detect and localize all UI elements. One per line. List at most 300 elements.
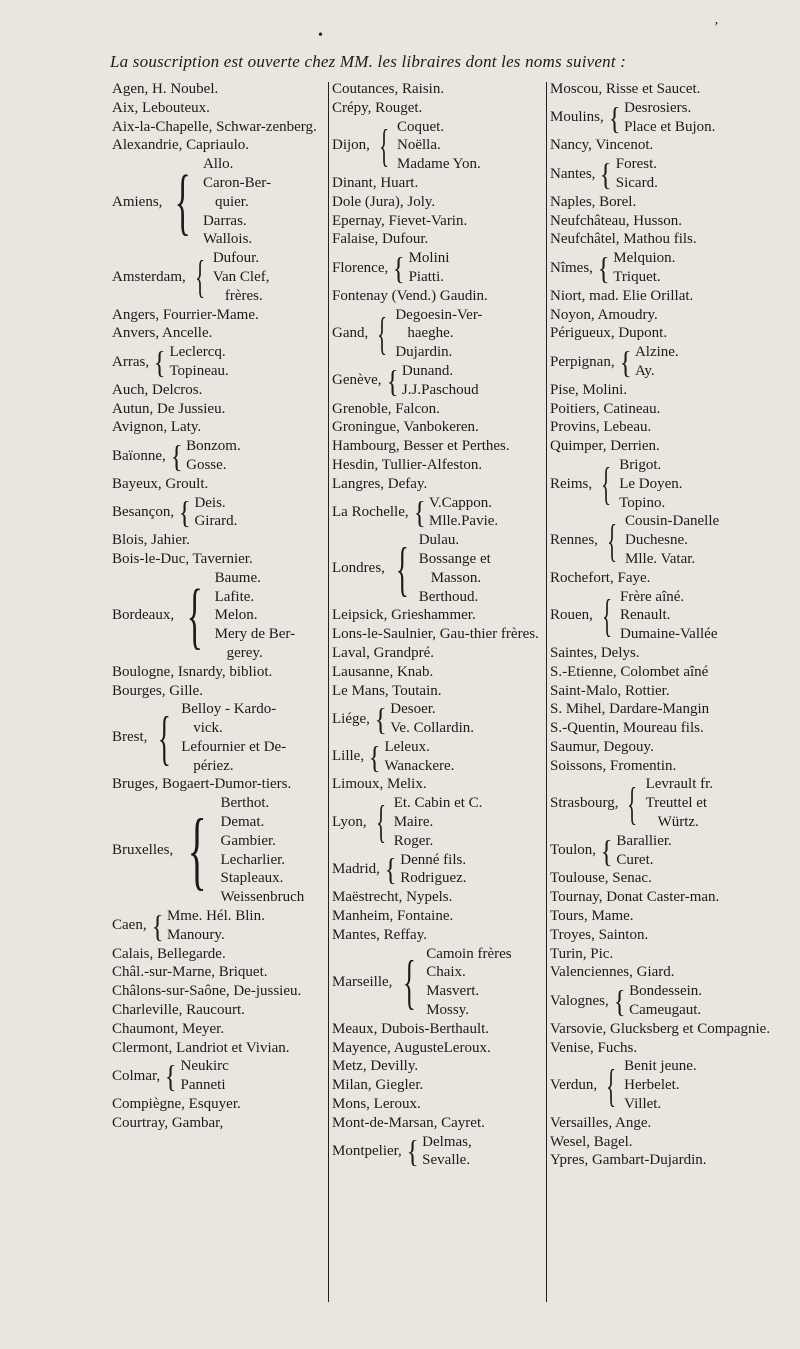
city-bookseller-text: Aix-la-Chapelle, Schwar-zenberg. [112,118,317,135]
bookseller-entry [550,832,772,870]
bookseller-name: Manoury. [166,926,225,943]
city-bookseller-text: Mayence, AugusteLeroux. [332,1039,491,1056]
city-bookseller-text: Lausanne, Knab. [332,663,434,680]
curly-brace-icon: { [158,704,172,771]
bookseller-names [402,362,479,400]
bookseller-entry [550,1020,772,1039]
bookseller-names [635,343,679,381]
bookseller-name: Weissenbruch [220,889,305,906]
bookseller-entry [112,775,327,794]
bookseller-entry [112,982,327,1001]
curly-brace-icon: { [153,343,166,380]
bookseller-entry [332,475,545,494]
bookseller-entry [332,437,545,456]
bookseller-names [616,832,671,870]
bookseller-name: Allo. [202,156,234,173]
bookseller-entry [550,700,772,719]
bookseller-name: Leclercq. [169,344,226,361]
curly-brace-icon: { [606,514,617,566]
bookseller-name: Noëlla. [397,137,441,154]
city-bookseller-text: Falaise, Dufour. [332,231,429,248]
city-bookseller-text: Tournay, Donat Caster-man. [550,889,720,906]
city-bookseller-text: Niort, mad. Elie Orillat. [550,287,694,304]
bookseller-entry [550,1057,772,1113]
city-bookseller-text: Rennes, [550,532,598,549]
bookseller-name: Leleux. [384,738,430,755]
bookseller-entry [550,306,772,325]
bookseller-name: Curet. [616,851,654,868]
bookseller-entry [550,926,772,945]
bookseller-entry [550,1151,772,1170]
bookseller-name: Mery de Ber- [214,626,296,643]
curly-brace-icon: { [606,1059,617,1111]
city-bookseller-text: Neufchâtel, Mathou fils. [550,231,697,248]
city-bookseller-text: Gand, [332,325,369,342]
bookseller-entry [112,700,327,775]
bookseller-entry [550,738,772,757]
bookseller-entry [332,775,545,794]
bookseller-names [429,494,498,532]
bookseller-names [624,1057,696,1113]
bookseller-entry [332,907,545,926]
bookseller-name: Mossy. [426,1002,470,1019]
city-bookseller-text: Troyes, Sainton. [550,926,649,943]
bookseller-name: Forest. [615,156,658,173]
curly-brace-icon: { [599,155,613,192]
bookseller-entry [332,625,545,644]
bookseller-name: Masson. [430,569,482,586]
city-bookseller-text: Aix, Lebouteux. [112,99,210,116]
bookseller-entry [112,1095,327,1114]
city-bookseller-text: Amiens, [112,193,163,210]
city-bookseller-text: Le Mans, Toutain. [332,682,442,699]
bookseller-name: Baume. [214,569,261,586]
bookseller-name: Villet. [624,1096,662,1113]
bookseller-name: Frère aîné. [620,588,685,605]
bookseller-entry [550,888,772,907]
curly-brace-icon: { [613,983,626,1020]
bookseller-column-3 [550,80,772,1170]
bookseller-entry [112,249,327,305]
bookseller-names [616,155,658,193]
city-bookseller-text: Bayeux, Groult. [112,475,209,492]
curly-brace-icon: { [403,949,417,1016]
curly-brace-icon: { [187,801,207,899]
bookseller-name: Desrosiers. [624,99,692,116]
bookseller-name: Madame Yon. [397,156,481,173]
bookseller-name: Maire. [393,814,434,831]
bookseller-entry [332,1114,545,1133]
city-bookseller-text: Calais, Bellegarde. [112,945,226,962]
bookseller-name: Berthoud. [418,588,479,605]
city-bookseller-text: Blois, Jahier. [112,532,190,549]
bookseller-entry [332,531,545,606]
bookseller-names [167,907,265,945]
bookseller-entry [550,588,772,644]
curly-brace-icon: { [374,701,387,738]
bookseller-entry [550,155,772,193]
bookseller-name: Desoer. [390,701,436,718]
bookseller-column-2 [332,80,545,1170]
bookseller-entry [112,1039,327,1058]
bookseller-names [624,99,715,137]
bookseller-entry [550,456,772,512]
bookseller-entry [550,437,772,456]
bookseller-entry [550,757,772,776]
city-bookseller-text: Moscou, Risse et Saucet. [550,81,701,97]
bookseller-entry [550,418,772,437]
city-bookseller-text: Montpelier, [332,1143,402,1160]
city-bookseller-text: Agen, H. Noubel. [112,81,219,97]
bookseller-entry [550,99,772,137]
city-bookseller-text: Perpignan, [550,353,615,370]
bookseller-names [169,343,228,381]
bookseller-entry [112,494,327,532]
bookseller-names [395,306,482,362]
bookseller-names [646,775,713,831]
city-bookseller-text: Langres, Defay. [332,475,428,492]
bookseller-name: Mme. Hél. Blin. [166,908,265,925]
bookseller-name: Van Clef, [212,268,270,285]
curly-brace-icon: { [170,437,183,474]
curly-brace-icon: { [413,494,426,531]
city-bookseller-text: Charleville, Raucourt. [112,1002,245,1019]
curly-brace-icon: { [378,119,389,171]
city-bookseller-text: Tours, Mame. [550,908,634,925]
city-bookseller-text: Périgueux, Dupont. [550,325,668,342]
bookseller-name: Topineau. [169,362,229,379]
bookseller-names [221,794,305,907]
city-bookseller-text: S.-Quentin, Moureau fils. [550,720,704,737]
curly-brace-icon: { [368,738,381,775]
bookseller-name: Camoin frères [426,945,512,962]
bookseller-name: Mlle. Vatar. [625,550,696,567]
bookseller-name: Benit jeune. [624,1058,697,1075]
bookseller-entry [550,982,772,1020]
bookseller-names [186,437,241,475]
bookseller-name: Wallois. [202,231,253,248]
city-bookseller-text: Nîmes, [550,259,593,276]
city-bookseller-text: Courtray, Gambar, [112,1114,224,1131]
bookseller-names [629,982,702,1020]
city-bookseller-text: Clermont, Landriot et Vivian. [112,1039,290,1056]
city-bookseller-text: Crépy, Rouget. [332,99,423,116]
bookseller-name: Barallier. [616,832,672,849]
bookseller-entry [332,1039,545,1058]
bookseller-names [213,249,270,305]
city-bookseller-text: Nantes, [550,165,596,182]
bookseller-name: Deis. [194,494,226,511]
bookseller-names [400,851,466,889]
page-header: La souscription est ouverte chez MM. les libraires dont les noms suivent : [110,52,627,71]
column-divider-1 [328,82,329,1302]
bookseller-name: Treuttel et [645,795,708,812]
bookseller-entry [550,80,772,99]
city-bookseller-text: Hesdin, Tullier-Alfeston. [332,456,483,473]
bookseller-name: Mlle.Pavie. [429,513,499,530]
city-bookseller-text: Saumur, Degouy. [550,738,654,755]
city-bookseller-text: Saint-Malo, Rottier. [550,682,670,699]
bookseller-name: Herbelet. [624,1077,680,1094]
curly-brace-icon: { [384,851,397,888]
bookseller-entry [332,1057,545,1076]
bookseller-name: Piatti. [408,268,445,285]
city-bookseller-text: Boulogne, Isnardy, bibliot. [112,663,273,680]
city-bookseller-text: Châl.-sur-Marne, Briquet. [112,964,268,981]
city-bookseller-text: Soissons, Fromentin. [550,757,677,774]
city-bookseller-text: Hambourg, Besser et Perthes. [332,438,510,455]
bookseller-name: Würtz. [657,814,699,831]
city-bookseller-text: Rouen, [550,607,593,624]
bookseller-name: Stapleaux. [220,870,284,887]
bookseller-names [397,118,481,174]
city-bookseller-text: Leipsick, Grieshammer. [332,607,476,624]
city-bookseller-text: La Rochelle, [332,503,409,520]
city-bookseller-text: Bruges, Bogaert-Dumor-tiers. [112,776,292,793]
bookseller-entry [550,945,772,964]
bookseller-name: Belloy - Kardo- [181,701,277,718]
bookseller-name: Caron-Ber- [202,174,271,191]
bookseller-name: Dunand. [401,362,454,379]
city-bookseller-text: Colmar, [112,1067,161,1084]
bookseller-name: Cameugaut. [629,1002,702,1019]
city-bookseller-text: Liége, [332,710,370,727]
curly-brace-icon: { [377,307,388,359]
bookseller-entry [112,945,327,964]
bookseller-entry [550,381,772,400]
bookseller-names [194,494,237,532]
bookseller-entry [332,193,545,212]
city-bookseller-text: Baïonne, [112,447,166,464]
bookseller-name: Et. Cabin et C. [393,795,483,812]
bookseller-name: Bonzom. [186,438,241,455]
city-bookseller-text: Laval, Grandpré. [332,644,435,661]
bookseller-entry [332,663,545,682]
city-bookseller-text: Brest, [112,729,148,746]
bookseller-entry [112,550,327,569]
bookseller-name: Dulau. [418,532,460,549]
bookseller-name: gerey. [226,644,263,661]
bookseller-entry [112,418,327,437]
curly-brace-icon: { [151,907,164,944]
curly-brace-icon: { [395,535,409,602]
city-bookseller-text: Grenoble, Falcon. [332,400,440,417]
bookseller-entry [550,212,772,231]
bookseller-name: Ve. Collardin. [390,720,475,737]
column-divider-2 [546,82,547,1302]
bookseller-entry [332,306,545,362]
city-bookseller-text: Autun, De Jussieu. [112,400,226,417]
city-bookseller-text: Verdun, [550,1077,598,1094]
city-bookseller-text: Provins, Lebeau. [550,419,652,436]
city-bookseller-text: Bourges, Gille. [112,682,203,699]
city-bookseller-text: Coutances, Raisin. [332,81,445,97]
bookseller-entry [332,212,545,231]
bookseller-entry [550,719,772,738]
bookseller-names [619,456,682,512]
city-bookseller-text: Naples, Borel. [550,193,637,210]
bookseller-entry [112,118,327,137]
bookseller-entry [550,249,772,287]
bookseller-name: Cousin-Danelle [625,513,720,530]
city-bookseller-text: S. Mihel, Dardare-Mangin [550,701,710,718]
bookseller-entry [332,851,545,889]
city-bookseller-text: Strasbourg, [550,795,619,812]
bookseller-name: Levrault fr. [645,776,714,793]
bookseller-entry [550,324,772,343]
bookseller-name: Panneti [180,1077,226,1094]
bookseller-name: Place et Bujon. [624,118,716,135]
bookseller-name: Ay. [634,362,655,379]
city-bookseller-text: Mont-de-Marsan, Cayret. [332,1114,485,1131]
curly-brace-icon: { [164,1058,177,1095]
curly-brace-icon: { [392,249,406,286]
bookseller-name: Masvert. [426,983,480,1000]
bookseller-entry [332,418,545,437]
bookseller-name: Dufour. [212,250,260,267]
bookseller-entry [332,249,545,287]
city-bookseller-text: Bordeaux, [112,607,175,624]
bookseller-entry [332,494,545,532]
bookseller-column-1 [112,80,327,1133]
bookseller-entry [112,136,327,155]
bookseller-entry [112,155,327,249]
bookseller-entry [332,99,545,118]
city-bookseller-text: Wesel, Bagel. [550,1133,633,1150]
bookseller-entry [332,1133,545,1171]
bookseller-name: Roger. [393,832,434,849]
bookseller-entry [332,1076,545,1095]
bookseller-entry [332,738,545,776]
bookseller-entry [332,888,545,907]
city-bookseller-text: Genève, [332,372,382,389]
bookseller-name: Demat. [220,814,265,831]
city-bookseller-text: Madrid, [332,861,380,878]
bookseller-entry [112,343,327,381]
city-bookseller-text: Turin, Pic. [550,945,614,962]
bookseller-entry [112,663,327,682]
bookseller-entry [332,945,545,1020]
bookseller-name: Berthot. [220,795,270,812]
bookseller-entry [112,400,327,419]
bookseller-names [419,531,491,606]
bookseller-entry [332,682,545,701]
bookseller-names [409,249,450,287]
bookseller-name: Brigot. [619,456,662,473]
bookseller-entry [550,569,772,588]
curly-brace-icon: { [175,161,192,244]
bookseller-entry [112,381,327,400]
bookseller-entry [112,682,327,701]
bookseller-name: Bondessein. [629,983,703,1000]
bookseller-name: Darras. [202,212,247,229]
city-bookseller-text: Lyon, [332,814,367,831]
city-bookseller-text: Valenciennes, Giard. [550,964,675,981]
bookseller-entry [112,1001,327,1020]
bookseller-name: Denné fils. [400,851,467,868]
city-bookseller-text: Metz, Devilly. [332,1058,419,1075]
curly-brace-icon: { [386,362,399,399]
bookseller-entry [112,1057,327,1095]
city-bookseller-text: Ypres, Gambart-Dujardin. [550,1152,707,1169]
bookseller-entry [550,400,772,419]
bookseller-names [384,738,454,776]
bookseller-name: Le Doyen. [619,475,683,492]
bookseller-name: J.J.Paschoud [401,381,479,398]
city-bookseller-text: Quimper, Derrien. [550,438,660,455]
bookseller-entry [550,1114,772,1133]
city-bookseller-text: Toulouse, Senac. [550,870,652,887]
bookseller-entry [332,1095,545,1114]
curly-brace-icon: { [601,458,612,510]
bookseller-names [390,700,474,738]
bookseller-entry [112,1020,327,1039]
city-bookseller-text: Poitiers, Catineau. [550,400,661,417]
city-bookseller-text: Venise, Fuchs. [550,1039,638,1056]
bookseller-names [203,155,271,249]
bookseller-entry [112,306,327,325]
city-bookseller-text: Florence, [332,259,389,276]
bookseller-entry [550,512,772,568]
bookseller-entry [112,963,327,982]
bookseller-names [215,569,296,663]
city-bookseller-text: Epernay, Fievet-Varin. [332,212,468,229]
curly-brace-icon: { [608,99,621,136]
city-bookseller-text: Toulon, [550,842,597,859]
city-bookseller-text: Bruxelles, [112,842,174,859]
bookseller-name: Renault. [620,607,671,624]
bookseller-entry [550,644,772,663]
city-bookseller-text: Dinant, Huart. [332,174,419,191]
city-bookseller-text: Lons-le-Saulnier, Gau-thier frères. [332,626,539,643]
curly-brace-icon: { [186,574,203,657]
city-bookseller-text: Dijon, [332,137,370,154]
bookseller-name: Wanackere. [384,757,455,774]
bookseller-names [422,1133,472,1171]
city-bookseller-text: Moulins, [550,109,604,126]
bookseller-entry [550,963,772,982]
bookseller-name: quier. [214,193,249,210]
city-bookseller-text: Fontenay (Vend.) Gaudin. [332,287,488,304]
bookseller-entry [550,230,772,249]
bookseller-name: Neukirc [180,1058,229,1075]
bookseller-entry [332,80,545,99]
bookseller-name: vick. [193,720,223,737]
city-bookseller-text: Rochefort, Faye. [550,569,651,586]
curly-brace-icon: { [194,251,205,303]
city-bookseller-text: Dole (Jura), Joly. [332,193,436,210]
bookseller-name: Melquion. [613,250,676,267]
bookseller-name: Duchesne. [625,532,688,549]
city-bookseller-text: Reims, [550,475,593,492]
city-bookseller-text: Marseille, [332,973,393,990]
bookseller-name: Degoesin-Ver- [395,306,483,323]
bookseller-entry [332,400,545,419]
bookseller-name: Sevalle. [422,1152,471,1169]
city-bookseller-text: Nancy, Vincenot. [550,137,654,154]
bookseller-names [181,700,286,775]
bookseller-entry [332,644,545,663]
bookseller-entry [550,682,772,701]
bookseller-name: Delmas, [422,1133,472,1150]
bookseller-entry [550,907,772,926]
bookseller-name: Coquet. [397,118,445,135]
city-bookseller-text: Alexandrie, Capriaulo. [112,137,250,154]
bookseller-entry [112,569,327,663]
bookseller-entry [332,700,545,738]
bookseller-entry [332,362,545,400]
city-bookseller-text: Châlons-sur-Saône, De-jussieu. [112,983,302,1000]
